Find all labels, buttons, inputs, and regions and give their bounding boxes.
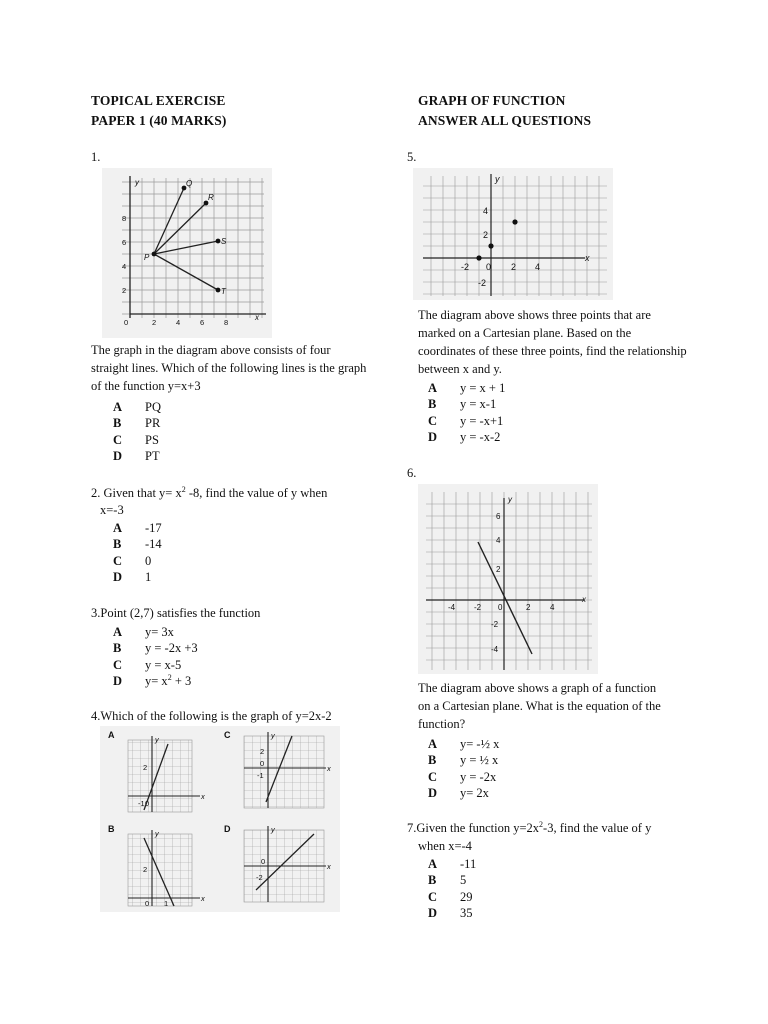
q2-option-d-letter: D (113, 570, 123, 585)
q1-text: The graph in the diagram above consists of four straight lines. Which of the following lines is the graph of the function y=x+3 (91, 343, 367, 393)
q6-y-axis-label: y (508, 495, 512, 504)
q7-option-a-letter: A (428, 857, 438, 871)
q1-option-b-text: PR (145, 416, 161, 431)
q1-y-tick-8: 8 (122, 214, 127, 223)
q5-graph (413, 168, 613, 300)
q3-options (113, 624, 198, 690)
q4-c-tick-2: 2 (260, 747, 265, 756)
q2-option-b-text: -14 (145, 537, 162, 552)
q1-option-a[interactable] (113, 399, 161, 415)
q2-line1-text: 2. Given that y= x (91, 486, 182, 500)
q1-y-tick-6: 6 (122, 238, 127, 247)
q4-d-x-label: x (327, 862, 331, 871)
q3-option-a-text: y= 3x (145, 625, 174, 639)
q7-option-a[interactable] (428, 856, 476, 872)
q4-panel-c (244, 732, 326, 808)
q4-text: 4.Which of the following is the graph of y=2x-2 (91, 709, 332, 723)
q1-x-tick-0: 0 (124, 318, 129, 327)
q5-number: 5. (407, 150, 417, 164)
q5-option-a-text: y = x + 1 (460, 381, 506, 395)
q7-option-c[interactable] (428, 889, 476, 905)
q2-option-a[interactable] (113, 520, 162, 536)
q1-x-tick-2: 2 (152, 318, 157, 327)
q3-option-d-text (145, 673, 191, 689)
q6-option-c-text: y = -2x (460, 769, 497, 784)
q1-point-s (216, 239, 221, 244)
q6-x-tick-4: 4 (550, 603, 555, 612)
q3-option-a-letter: A (113, 625, 123, 639)
q4-panel-d (244, 826, 326, 902)
q1-option-d[interactable] (113, 448, 161, 464)
q7-line1-rest: -3, find the value of y (543, 821, 652, 835)
q5-x-tick-4: 4 (535, 262, 541, 272)
q6-y-tick-6: 6 (496, 512, 501, 521)
q2-option-c-text: 0 (145, 553, 152, 568)
q4-b-origin: 0 (145, 899, 150, 908)
q4-panel-b-letter: B (108, 824, 115, 834)
q5-option-a[interactable] (428, 380, 505, 396)
q2-line2: x=-3 (100, 503, 124, 517)
q6-function-line (478, 542, 532, 654)
q2-option-b[interactable] (113, 536, 162, 552)
q2-option-c-letter: C (113, 553, 123, 568)
header-subtitle-right: ANSWER ALL QUESTIONS (418, 113, 592, 128)
q6-option-a[interactable] (428, 736, 499, 752)
q6-option-a-letter: A (428, 737, 438, 751)
q6-y-tick-4: 4 (496, 536, 501, 545)
q5-y-tick-neg2: -2 (478, 278, 487, 288)
q1-option-a-text: PQ (145, 400, 161, 414)
q4-panel-c-letter: C (224, 730, 231, 740)
q1-line-pt (154, 254, 218, 290)
q3-option-c-text: y = x-5 (145, 657, 182, 672)
q5-option-c-text: y = -x+1 (460, 413, 504, 428)
q5-y-axis-label: y (495, 174, 500, 184)
q6-graph-svg (418, 484, 598, 674)
q6-y-tick-2: 2 (496, 565, 501, 574)
q1-option-d-letter: D (113, 449, 123, 464)
q2-options (113, 520, 162, 586)
q5-option-d-text: y = -x-2 (460, 430, 501, 445)
q3-option-c[interactable] (113, 657, 198, 673)
q2-option-d-text: 1 (145, 570, 152, 585)
q5-point-2 (488, 243, 493, 248)
q1-y-axis-label: y (135, 178, 139, 187)
q1-number: 1. (91, 150, 101, 164)
q3-option-d-sup: 2 (167, 673, 172, 683)
q1-label-s: S (221, 237, 227, 246)
q3-option-b[interactable] (113, 640, 198, 656)
q7-option-a-text: -11 (460, 857, 477, 871)
q4-panel-a-letter: A (108, 730, 115, 740)
q1-option-c-letter: C (113, 432, 123, 447)
q5-x-axis-label: x (585, 253, 590, 263)
header-title-right: GRAPH OF FUNCTION (418, 93, 566, 108)
q4-d-y-label: y (271, 825, 275, 834)
q6-option-d-text: y= 2x (460, 786, 489, 801)
q4-a-tick-2: 2 (143, 763, 148, 772)
q6-number: 6. (407, 466, 417, 480)
q5-text: The diagram above shows three points that are marked on a Cartesian plane. Based on the coordinates of these three points, find the relationship between x and y. (418, 308, 687, 376)
q3-option-b-text: y = -2x +3 (145, 641, 198, 656)
q7-option-b[interactable] (428, 872, 476, 888)
q6-option-b-text: y = ½ x (460, 753, 499, 768)
q3-option-b-letter: B (113, 641, 122, 656)
q1-option-d-text: PT (145, 449, 160, 464)
q3-option-d-letter: D (113, 674, 123, 689)
q5-option-b[interactable] (428, 396, 505, 412)
q5-x-tick-0: 0 (486, 262, 492, 272)
q3-option-d[interactable] (113, 673, 198, 689)
q6-x-tick-neg4: -4 (448, 603, 456, 612)
header-title-left: TOPICAL EXERCISE (91, 93, 226, 108)
q6-option-b[interactable] (428, 752, 499, 768)
q3-text: 3.Point (2,7) satisfies the function (91, 606, 261, 620)
q5-option-d-letter: D (428, 430, 438, 445)
q5-grid (423, 176, 607, 296)
q1-x-tick-8: 8 (224, 318, 229, 327)
q1-x-axis-label: x (255, 313, 259, 322)
q2-line1-sup: 2 (181, 484, 186, 494)
q5-option-b-text: y = x-1 (460, 397, 497, 412)
q2-line1-rest: -8, find the value of y when (185, 486, 328, 500)
q4-graphs-svg (100, 726, 340, 912)
q1-line-pq (154, 188, 184, 254)
q3-option-d-rest: + 3 (171, 674, 192, 689)
q4-d-tick-neg2: -2 (256, 873, 263, 882)
q4-a-y-label: y (155, 735, 159, 744)
q5-option-b-letter: B (428, 397, 437, 412)
q5-point-3 (512, 219, 517, 224)
q4-c-tick-neg1: -1 (257, 771, 264, 780)
q1-option-b[interactable] (113, 415, 161, 431)
q5-y-tick-2: 2 (483, 230, 489, 240)
q6-x-tick-neg2: -2 (474, 603, 482, 612)
q2-option-a-text: -17 (145, 521, 162, 535)
q6-option-a-text: y= -½ x (460, 737, 500, 751)
q2-line1 (91, 484, 327, 502)
q7-option-b-letter: B (428, 873, 437, 888)
q3-option-c-letter: C (113, 657, 123, 672)
q5-y-tick-4: 4 (483, 206, 489, 216)
q1-option-c-text: PS (145, 432, 159, 447)
q2-option-c[interactable] (113, 553, 162, 569)
q2-option-b-letter: B (113, 537, 122, 552)
q5-x-tick-neg2: -2 (461, 262, 470, 272)
q1-line-ps (154, 241, 218, 254)
q1-option-c[interactable] (113, 432, 161, 448)
q6-text: The diagram above shows a graph of a function on a Cartesian plane. What is the equation of the function? (418, 681, 661, 731)
q4-panel-b (128, 830, 200, 906)
q4-c-y-label: y (271, 731, 275, 740)
q7-option-c-text: 29 (460, 889, 473, 904)
q7-option-b-text: 5 (460, 873, 467, 888)
q1-label-t: T (221, 287, 226, 296)
q5-option-c-letter: C (428, 413, 438, 428)
q1-y-tick-2: 2 (122, 286, 127, 295)
q2-option-a-letter: A (113, 521, 123, 535)
q1-point-p (152, 252, 157, 257)
q4-b-y-label: y (155, 829, 159, 838)
q4-a-tick-neg1: -1 (138, 799, 145, 808)
q7-line1-text: 7.Given the function y=2x (407, 821, 540, 835)
q7-option-d-text: 35 (460, 906, 473, 921)
q5-options (428, 380, 505, 446)
q4-panel-d-letter: D (224, 824, 231, 834)
q7-option-d-letter: D (428, 906, 438, 921)
q1-graph (102, 168, 272, 338)
q3-option-a[interactable] (113, 624, 198, 640)
q6-option-d-letter: D (428, 786, 438, 801)
q6-x-tick-0: 0 (498, 603, 503, 612)
q6-options (428, 736, 499, 802)
q5-point-1 (476, 255, 481, 260)
q1-y-tick-4: 4 (122, 262, 127, 271)
q7-line1-sup: 2 (539, 819, 544, 829)
q4-b-tick-1: 1 (164, 899, 169, 908)
q7-option-d[interactable] (428, 905, 476, 921)
q6-option-b-letter: B (428, 753, 437, 768)
q5-option-a-letter: A (428, 381, 438, 395)
q6-graph (418, 484, 598, 674)
q1-graph-svg (102, 168, 272, 338)
q1-option-a-letter: A (113, 400, 123, 414)
q7-option-c-letter: C (428, 889, 438, 904)
q6-y-tick-neg2: -2 (491, 620, 499, 629)
q6-x-tick-2: 2 (526, 603, 531, 612)
q4-d-origin: 0 (261, 857, 266, 866)
q4-a-x-label: x (201, 792, 205, 801)
q1-label-q: Q (186, 179, 193, 188)
q6-grid (426, 492, 592, 670)
q3-option-d-base: y= x (145, 674, 168, 689)
q1-point-t (216, 288, 221, 293)
q6-option-c[interactable] (428, 769, 499, 785)
q6-y-tick-neg4: -4 (491, 645, 499, 654)
q1-label-r: R (208, 193, 214, 202)
q1-options (113, 399, 161, 465)
q1-label-p: P (144, 253, 150, 262)
q1-line-pr (154, 203, 206, 254)
q5-x-tick-2: 2 (511, 262, 517, 272)
q4-graphs (100, 726, 340, 912)
q7-line1 (407, 819, 651, 837)
header-subtitle-left: PAPER 1 (40 MARKS) (91, 113, 227, 128)
q1-grid (122, 178, 264, 318)
q6-option-d[interactable] (428, 785, 499, 801)
q5-option-d[interactable] (428, 429, 505, 445)
q1-x-tick-4: 4 (176, 318, 181, 327)
q5-option-c[interactable] (428, 413, 505, 429)
q2-option-d[interactable] (113, 569, 162, 585)
q1-x-tick-6: 6 (200, 318, 205, 327)
q4-a-origin: 0 (145, 799, 150, 808)
q4-b-tick-2: 2 (143, 865, 148, 874)
q5-graph-svg (413, 168, 613, 300)
q4-c-origin: 0 (260, 759, 265, 768)
q1-option-b-letter: B (113, 416, 122, 431)
q6-option-c-letter: C (428, 769, 438, 784)
q6-x-axis-label: x (582, 595, 586, 604)
q4-b-x-label: x (201, 894, 205, 903)
q7-line2: when x=-4 (418, 839, 472, 853)
q4-c-x-label: x (327, 764, 331, 773)
q7-options (428, 856, 476, 922)
